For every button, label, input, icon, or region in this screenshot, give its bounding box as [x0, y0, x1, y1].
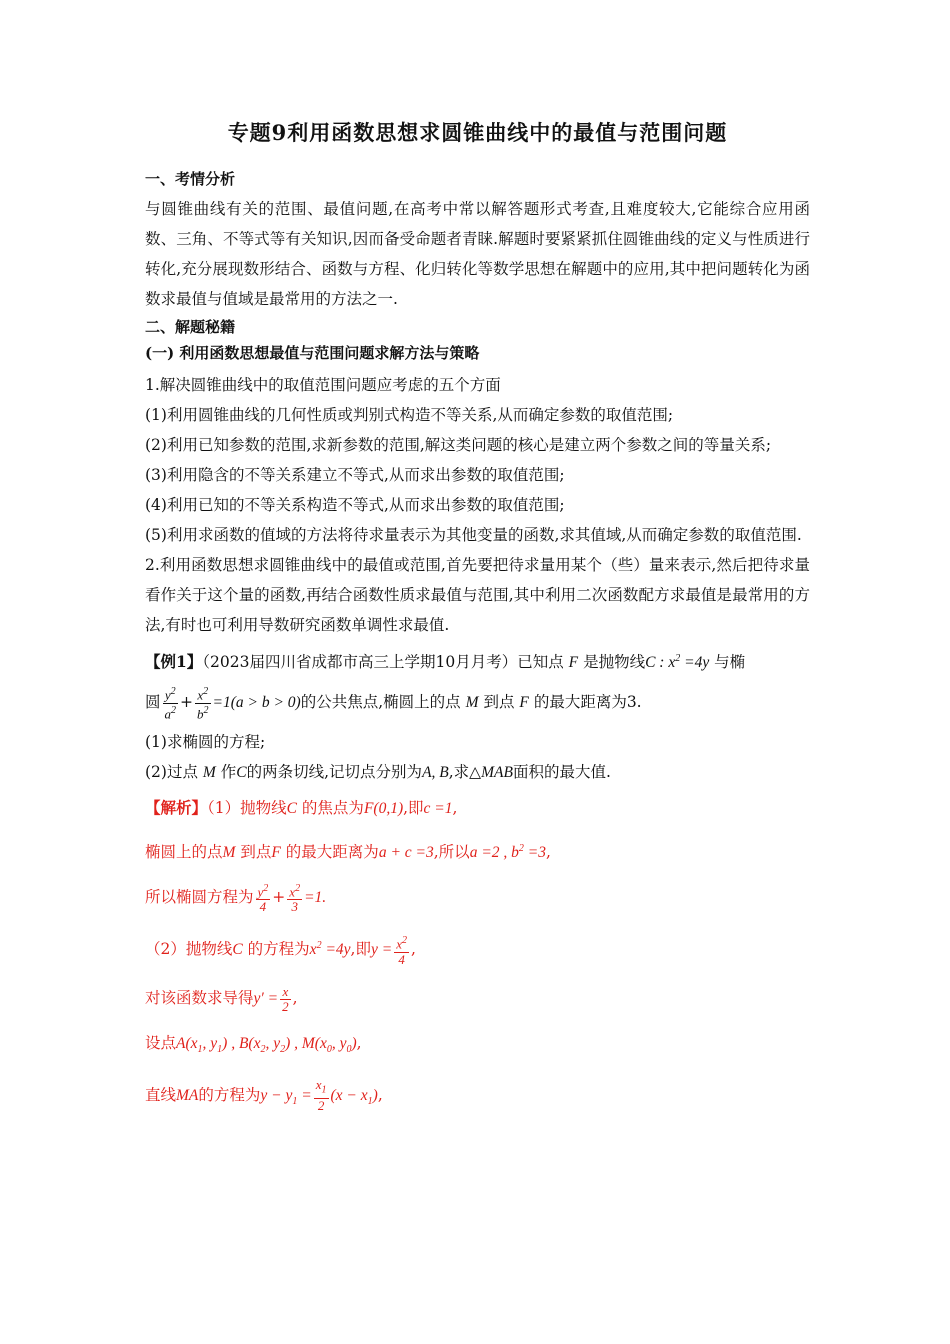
math-M: M — [222, 844, 236, 862]
document-page — [145, 118, 810, 1126]
example-label: 【例1】 — [145, 652, 203, 672]
math-points: $A(x_1$, $y_1$) , $B(x_2$, $y_2$) , $M(x_0$, $y_0$) — [176, 1035, 357, 1056]
math-C: C — [286, 800, 297, 818]
math-frac-x2-3: $\frac{x^2}{3}$ — [289, 883, 301, 915]
solution-text: （2）抛物线 — [145, 940, 233, 959]
solution-text: 椭圆上的点 — [145, 843, 223, 862]
solution-text: （1）抛物线 — [207, 799, 287, 818]
point-5: (5)利用求函数的值域的方法将待求量表示为其他变量的函数,求其值域,从而确定参数的取值范围. — [145, 526, 802, 544]
point-2: (2)利用已知参数的范围,求新参数的范围,解这类问题的核心是建立两个参数之间的等量关系; — [145, 436, 772, 454]
question-text: 的两条切线,记切点分别为 — [246, 763, 423, 782]
math-c1: c =1 — [423, 800, 453, 818]
math-yprime: y′ = — [253, 990, 279, 1008]
math-F01: F(0,1) — [363, 800, 404, 818]
example-line-1 — [145, 644, 810, 678]
analysis-paragraph: 与圆锥曲线有关的范围、最值问题,在高考中常以解答题形式考查,且难度较大,它能综合应用函数、三角、不等式等有关知识,因而备受命题者青睐.解题时要紧紧抓住圆锥曲线的定义与性质进行转化,充分展现数形结合、函数与方程、化归转化等数学思想在解题中的应用,其中把问题转化为函数求最值与值域是最常用的方法之一. — [145, 200, 810, 308]
math-a-plus-c: a + c =3 — [378, 844, 434, 862]
section-heading-analysis: 一、考情分析 — [145, 170, 236, 188]
item-1: 1.解决圆锥曲线中的取值范围问题应考虑的五个方面 — [145, 376, 501, 394]
math-a2-b3: a =2 , $b^2 =3$ — [469, 843, 546, 862]
example-text: 到点 — [483, 693, 515, 712]
math-F: F — [519, 694, 529, 712]
math-x-minus-x1: $(x - x_1)$ — [330, 1086, 378, 1107]
point-3: (3)利用隐含的不等关系建立不等式,从而求出参数的取值范围; — [145, 466, 565, 484]
solution-text: 的最大距离为 — [285, 843, 379, 862]
math-M: M — [202, 764, 216, 782]
example-line-2: 圆 $\frac{y^2}{a^2}$ + $\frac{x^2}{b^2}$ =1(a > b > 0)的公共焦点,椭圆上的点 M 到点 F 的最大距离为3. — [145, 686, 642, 721]
math-frac-y2-a2: $\frac{y^2}{a^2}$ — [164, 686, 177, 721]
solution-block — [145, 788, 810, 1126]
math-line-ma: $y - y_1$ = — [260, 1086, 312, 1107]
example-source: （2023届四川省成都市高三上学期10月月考） — [202, 653, 518, 672]
question-text: (2)过点 — [145, 763, 198, 782]
solution-text: ,即 — [350, 940, 371, 959]
question-text: ,求△ — [448, 763, 482, 782]
solution-line-4: （2）抛物线C 的方程为$x^2 =4y$,即y = $\frac{x^2}{4}$ , — [145, 935, 416, 967]
solution-text: ,即 — [403, 799, 424, 818]
math-frac-x2-b2: $\frac{x^2}{b^2}$ — [197, 686, 209, 721]
example-text: 的最大距离为3. — [533, 693, 642, 712]
example-text: 圆 — [145, 693, 161, 712]
solution-line-5: 对该函数求导得y′ = $\frac{x}{2}$ , — [145, 983, 298, 1014]
solution-text: 所以椭圆方程为 — [145, 888, 254, 907]
math-y: y = — [370, 941, 393, 959]
math-frac-y2-4: $\frac{y^2}{4}$ — [257, 883, 269, 915]
math-frac-x1-2: $\frac{x_1}{2}$ — [315, 1077, 327, 1113]
solution-line-6: 设点$A(x_1$, $y_1$) , $B(x_2$, $y_2$) , $M(x_0$, $y_0$), — [145, 1034, 362, 1056]
math-MA: MA — [176, 1086, 199, 1104]
example-text: 的公共焦点,椭圆上的点 — [300, 693, 461, 712]
solution-line-1: 【解析】（1）抛物线C 的焦点为F(0,1),即c =1, — [145, 798, 458, 818]
math-AB: A, B — [422, 764, 449, 782]
math-C: C — [236, 764, 247, 782]
solution-text: 对该函数求导得 — [145, 989, 254, 1008]
solution-label: 【解析】 — [145, 798, 208, 818]
point-4: (4)利用已知的不等关系构造不等式,从而求出参数的取值范围; — [145, 496, 565, 514]
solution-text: 的焦点为 — [301, 799, 364, 818]
math-eq1: =1. — [304, 889, 327, 907]
math-x2-4y: $x^2 =4y$ — [309, 940, 351, 959]
solution-text: 设点 — [145, 1034, 177, 1053]
math-F: F — [568, 654, 579, 672]
section-heading-tips: 二、解题秘籍 — [145, 318, 236, 336]
subsection-heading: (一) 利用函数思想最值与范围问题求解方法与策略 — [145, 344, 480, 362]
item-2: 2.利用函数思想求圆锥曲线中的最值或范围,首先要把待求量用某个（些）量来表示,然后把待求量看作关于这个量的函数,再结合函数性质求最值与范围,其中利用二次函数配方求最值是最常用的方法,有时也可利用导数研究函数单调性求最值. — [145, 556, 810, 634]
solution-line-7: 直线MA的方程为$y - y_1$ = $\frac{x_1}{2}$ $(x - x_1)$, — [145, 1077, 383, 1113]
math-C: C — [232, 941, 243, 959]
math-parabola: C : $x^2 =4y$ — [645, 653, 710, 672]
math-ellipse-cond: =1(a > b > 0) — [212, 694, 301, 712]
page-title: 专题9利用函数思想求圆锥曲线中的最值与范围问题 — [227, 120, 728, 145]
example-text: 与椭 — [714, 653, 746, 672]
solution-text: 到点 — [240, 843, 272, 862]
solution-text: 的方程为 — [247, 940, 310, 959]
math-MAB: MAB — [481, 764, 513, 782]
solution-line-2: 椭圆上的点M 到点F 的最大距离为a + c =3,所以a =2 , $b^2 =3$, — [145, 843, 551, 862]
solution-text: 的方程为 — [198, 1085, 261, 1104]
question-2 — [145, 757, 810, 788]
math-frac-x2-4: $\frac{x^2}{4}$ — [396, 935, 407, 967]
math-F: F — [271, 844, 281, 862]
solution-line-3: 所以椭圆方程为 $\frac{y^2}{4}$ + $\frac{x^2}{3}$ =1. — [145, 883, 327, 915]
question-1: (1)求椭圆的方程; — [145, 733, 266, 752]
solution-text: 直线 — [145, 1085, 177, 1104]
question-text: 面积的最大值. — [512, 763, 611, 782]
math-frac-x-2: $\frac{x}{2}$ — [282, 983, 289, 1014]
solution-text: ,所以 — [433, 843, 470, 862]
point-1: (1)利用圆锥曲线的几何性质或判别式构造不等关系,从而确定参数的取值范围; — [145, 406, 674, 424]
math-M: M — [465, 694, 479, 712]
example-text: 是抛物线 — [583, 653, 646, 672]
question-text: 作 — [220, 763, 237, 782]
example-text: 已知点 — [517, 653, 564, 672]
